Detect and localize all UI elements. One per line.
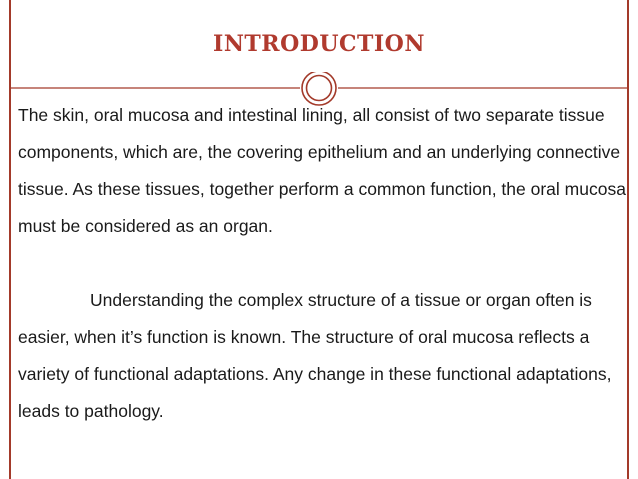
body-paragraph-1: The skin, oral mucosa and intestinal lining, all consist of two separate tissue components, which are, the covering epithelium and an underlying connective tissue. As these tissues, together perform a common function, the oral mucosa must be considered as an organ. (18, 105, 626, 236)
slide-body (18, 97, 630, 430)
body-paragraph-2: Understanding the complex structure of a tissue or organ often is easier, when it’s function is known. The structure of oral mucosa reflects a variety of functional adaptations. Any change in these functional adaptations, leads to pathology. (18, 290, 612, 421)
slide-title: INTRODUCTION (213, 31, 425, 57)
